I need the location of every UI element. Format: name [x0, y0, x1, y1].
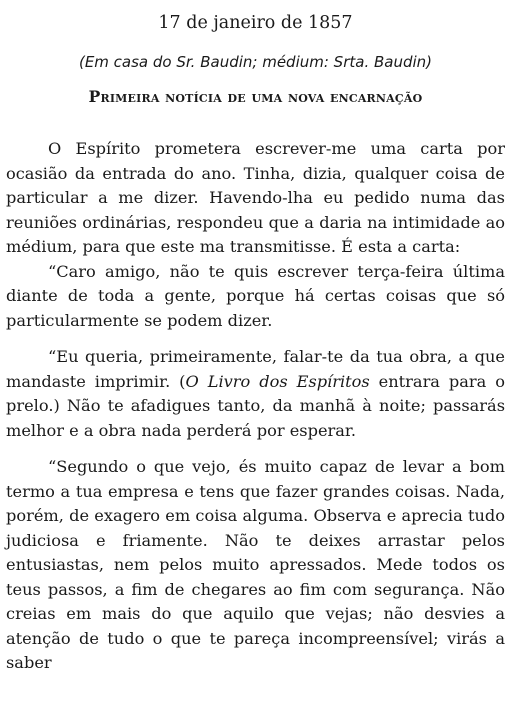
paragraph-work-end: entrara para o prelo.) Não te afadigues tanto, da manhã à noite; passarás melhor e a obra nada perderá por esperar.	[6, 371, 505, 440]
paragraph-intro: O Espírito prometera escrever-me uma carta por ocasião da entrada do ano. Tinha, dizia, qualquer coisa de particular a me dizer. Havendo-lha eu pedido numa das reuniões ordinárias, respondeu que a daria na intimidade ao médium, para que este ma transmitisse. É esta a carta:	[6, 139, 505, 256]
paragraph-work-start: “Eu queria, primeiramente, falar-te da tua obra, a que mandaste imprimir. (	[6, 347, 505, 391]
document-page	[6, 0, 505, 676]
section-heading: Primeira notícia de uma nova encarnação	[88, 87, 423, 106]
paragraph-advice: “Segundo o que vejo, és muito capaz de levar a bom termo a tua empresa e tens que fazer grandes coisas. Nada, porém, de exagero em coisa alguma. Observa e aprecia tudo judiciosa e friamente. Não te deixes arrastar pelos entusiastas, nem pelos muito apressados. Mede todos os teus passos, a fim de chegares ao fim com segurança. Não creias em mais do que aquilo que vejas; não desvies a atenção de tudo o que te pareça incompreensível; virás a saber	[6, 457, 505, 672]
paragraph-work	[6, 345, 505, 443]
entry-date: 17 de janeiro de 1857	[158, 13, 353, 33]
body-text	[6, 137, 505, 676]
entry-subtitle: (Em casa do Sr. Baudin; médium: Srta. Baudin)	[78, 53, 433, 71]
paragraph-letter-opening: “Caro amigo, não te quis escrever terça-feira última diante de toda a gente, porque há certas coisas que só particularmente se podem dizer.	[6, 261, 505, 330]
book-title: O Livro dos Espíritos	[185, 371, 370, 391]
